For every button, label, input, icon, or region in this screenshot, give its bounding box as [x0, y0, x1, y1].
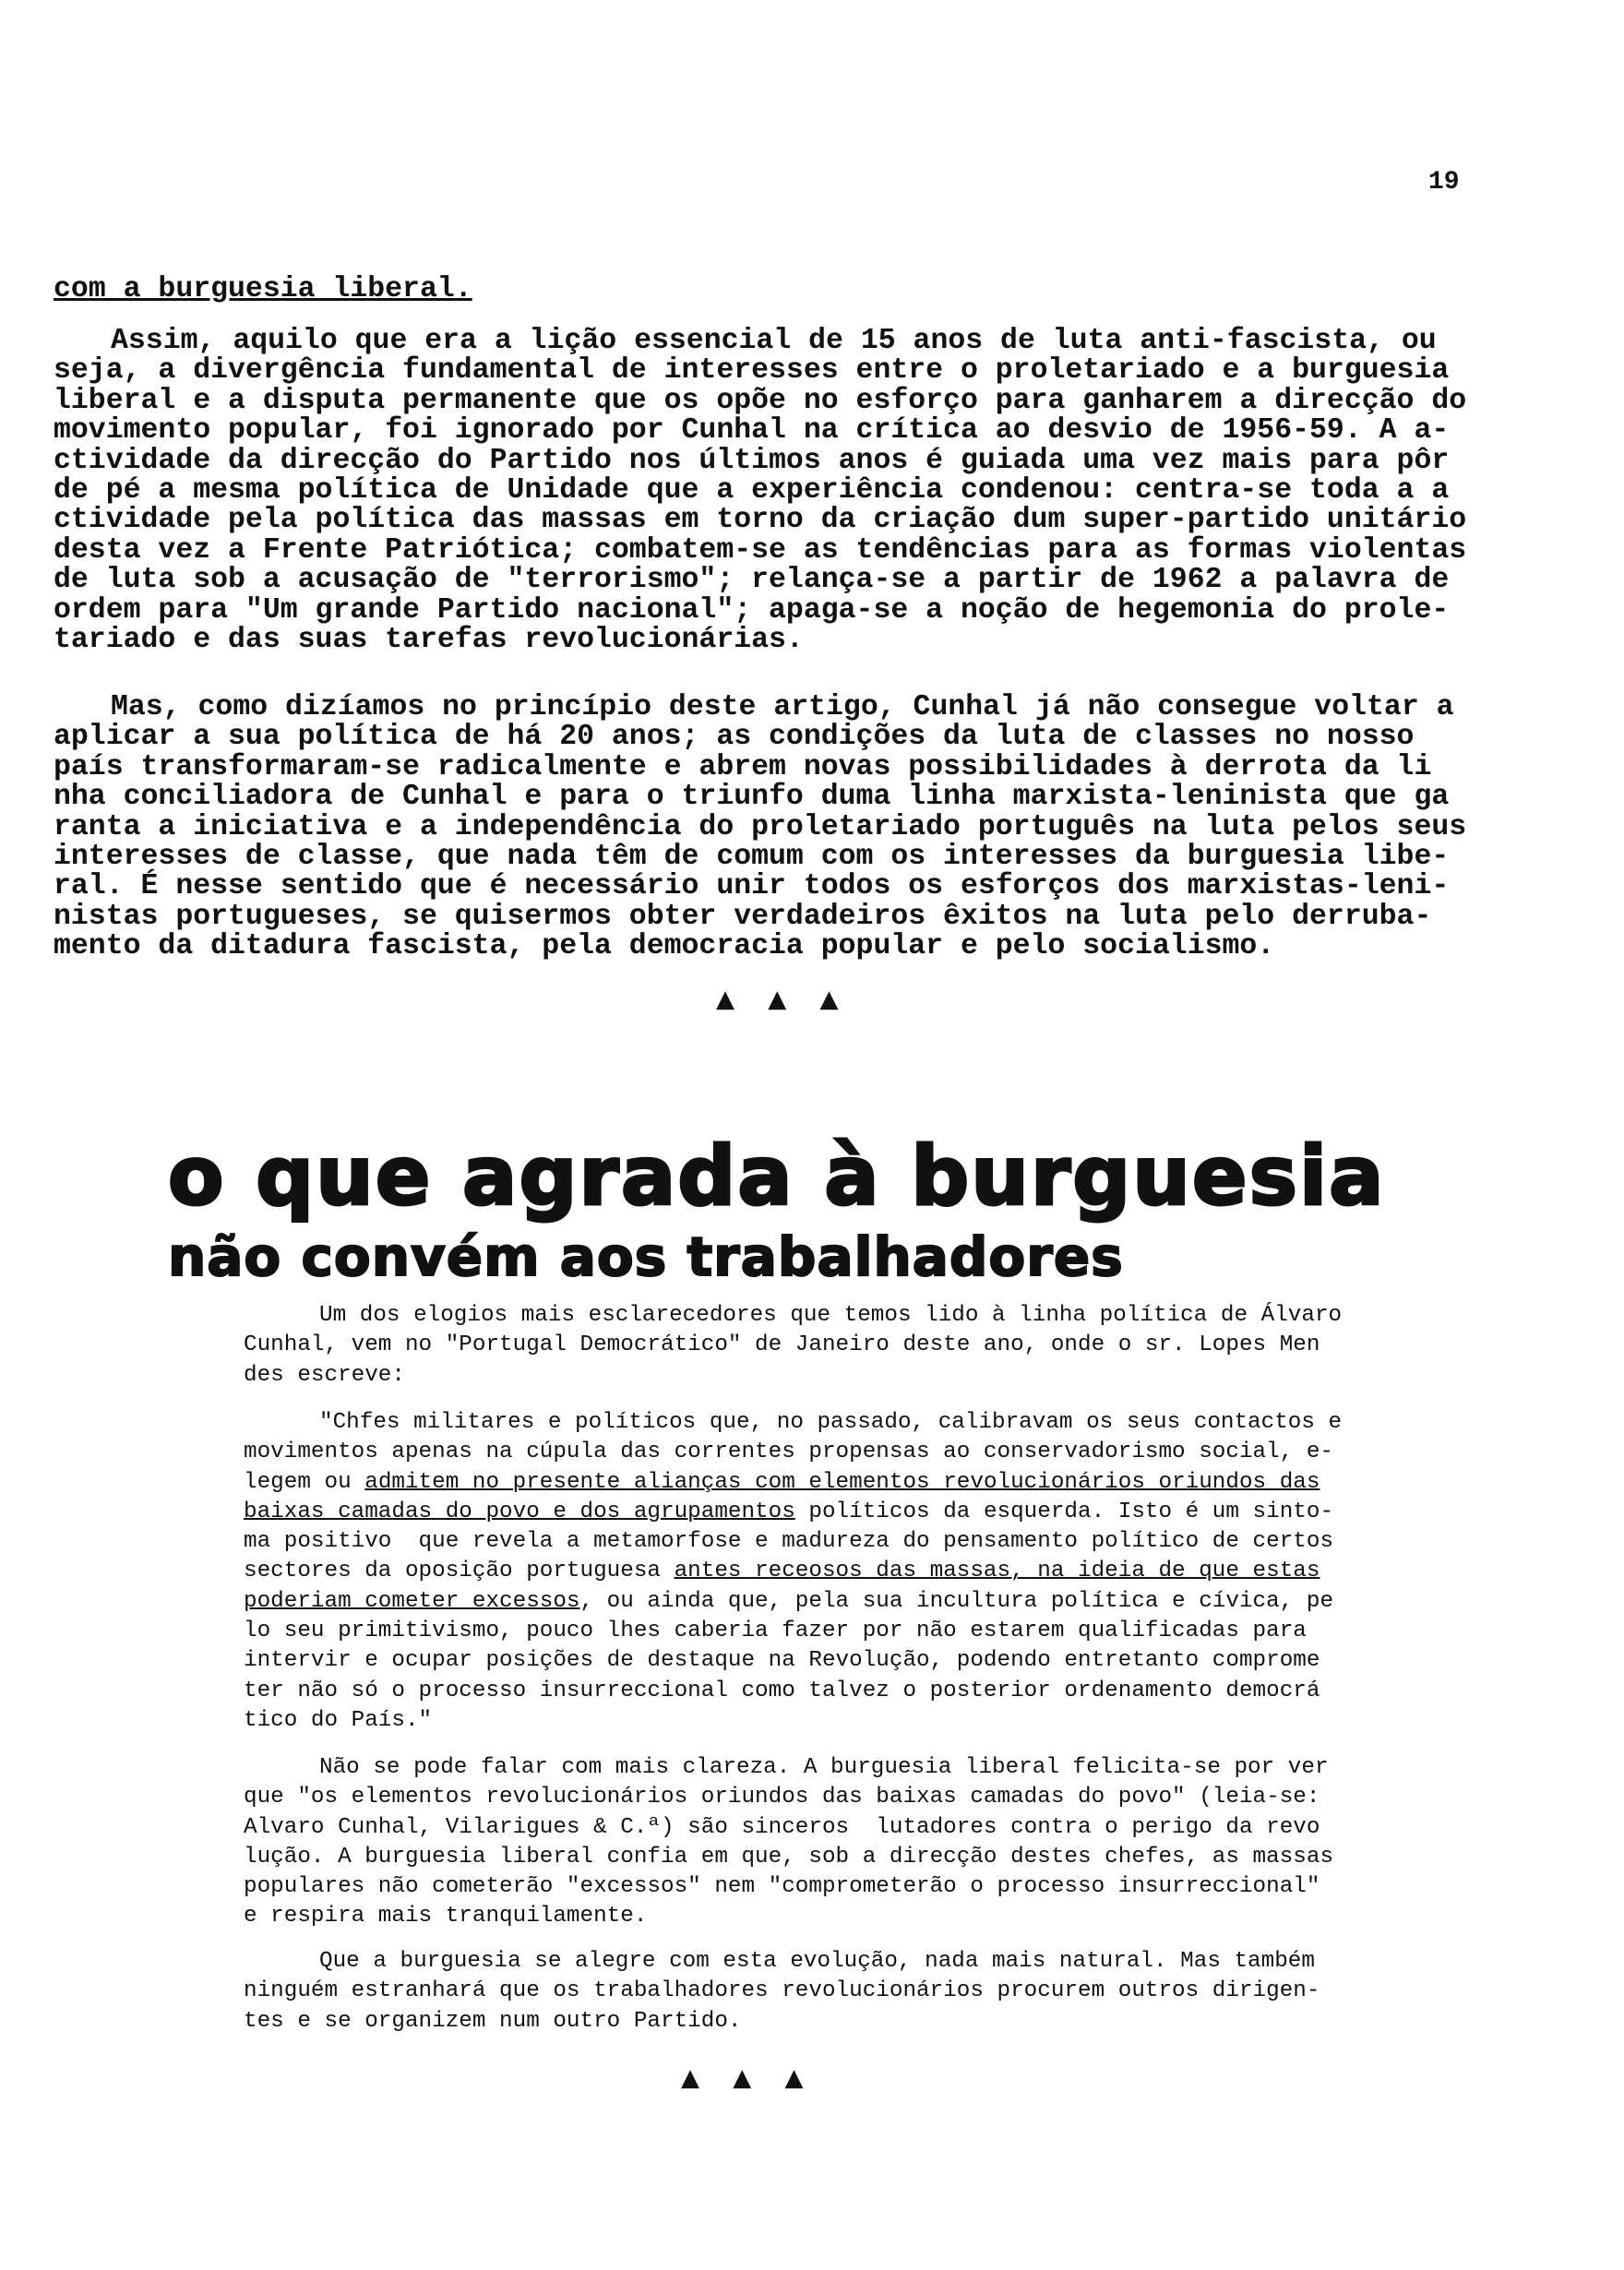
- quote-line: [244, 1498, 1342, 1527]
- text-line: Que a burguesia se alegre com esta evolução, nada mais natural. Mas também: [319, 1949, 1315, 1974]
- text-line: desta vez a Frente Patriótica; combatem-se as tendências para as formas violentas: [54, 533, 1467, 567]
- page-number: 19: [1428, 168, 1460, 197]
- text-line: tariado e das suas tarefas revolucionárias.: [54, 624, 804, 657]
- text-line: e respira mais tranquilamente.: [244, 1904, 648, 1930]
- text-line: ctividade pela política das massas em torno da criação dum super-partido unitário: [54, 504, 1467, 537]
- intro-paragraph: [244, 1301, 1342, 1391]
- quote-line: [244, 1468, 1342, 1498]
- quote-line: [244, 1438, 1342, 1467]
- text-line: tes e se organizem num outro Partido.: [244, 2008, 742, 2034]
- text-line: movimento popular, foi ignorado por Cunhal na crítica ao desvio de 1956-59. A a-: [54, 414, 1450, 448]
- text-line: ctividade da direcção do Partido nos últimos anos é guiada uma vez mais para pôr: [54, 444, 1450, 477]
- text-line: de pé a mesma política de Unidade que a experiência condenou: centra-se toda a a: [54, 474, 1450, 508]
- headline-line-1: o que agrada à burguesia: [168, 1129, 1386, 1224]
- quote-text: tico do País.": [244, 1707, 433, 1733]
- paragraph-2: [54, 693, 1466, 962]
- text-line: Não se pode falar com mais clareza. A burguesia liberal felicita-se por ver: [319, 1755, 1329, 1780]
- headline-line-2: não convém aos trabalhadores: [168, 1225, 1124, 1288]
- text-line: ranta a iniciativa e a independência do proletariado português na luta pelos seus: [54, 810, 1467, 843]
- article-continuation: [54, 273, 1493, 963]
- quote-line: [244, 1706, 1342, 1736]
- section-separator-1: ▲ ▲ ▲: [716, 986, 852, 1013]
- text-line: país transformaram-se radicalmente e abrem novas possibilidades à derrota da li: [54, 750, 1432, 783]
- paragraph-3: [244, 1947, 1320, 2037]
- text-line: Assim, aquilo que era a lição essencial de 15 anos de luta anti-fascista, ou: [111, 325, 1437, 357]
- text-line: seja, a divergência fundamental de interesses entre o proletariado e a burguesia: [54, 354, 1450, 388]
- quote-paragraph: [244, 1408, 1342, 1736]
- quote-line: [244, 1677, 1342, 1706]
- quote-line: [244, 1408, 1342, 1438]
- section-separator-2: ▲ ▲ ▲: [681, 2064, 817, 2092]
- lead-line: com a burguesia liberal.: [54, 273, 472, 305]
- quote-text: sectores da oposição portuguesa: [244, 1559, 675, 1584]
- underlined-text: poderiam cometer excessos: [244, 1588, 580, 1614]
- quote-line: [244, 1617, 1342, 1646]
- text-line: de luta sob a acusação de "terrorismo"; relança-se a partir de 1962 a palavra de: [54, 564, 1450, 597]
- text-line: interesses de classe, que nada têm de comum com os interesses da burguesia libe-: [54, 841, 1450, 874]
- text-line: Mas, como dizíamos no princípio deste artigo, Cunhal já não consegue voltar a: [111, 691, 1454, 723]
- text-line: lução. A burguesia liberal confia em que, sob a direcção destes chefes, as massas: [244, 1844, 1334, 1870]
- underlined-text: baixas camadas do povo e dos agrupamentos: [244, 1499, 795, 1524]
- text-line: Um dos elogios mais esclarecedores que temos lido à linha política de Álvaro: [319, 1303, 1343, 1328]
- quote-line: [244, 1646, 1342, 1676]
- article-headline: [168, 1130, 1386, 1289]
- quote-text: legem ou: [244, 1469, 365, 1495]
- quote-line: [244, 1527, 1342, 1557]
- quote-text: ter não só o processo insurreccional como talvez o posterior ordenamento democrá: [244, 1678, 1320, 1703]
- text-line: liberal e a disputa permanente que os opõe no esforço para ganharem a direcção do: [54, 384, 1467, 417]
- underlined-text: antes receosos das massas, na ideia de que estas: [674, 1559, 1320, 1584]
- paragraph-1: [54, 327, 1466, 655]
- quote-line: [244, 1587, 1342, 1617]
- text-line: ninguém estranhará que os trabalhadores revolucionários procurem outros dirigen-: [244, 1978, 1320, 2004]
- text-line: que "os elementos revolucionários oriundos das baixas camadas do povo" (leia-se:: [244, 1785, 1320, 1810]
- text-line: nha conciliadora de Cunhal e para o triunfo duma linha marxista-leninista que ga: [54, 781, 1450, 814]
- quote-text: intervir e ocupar posições de destaque na Revolução, podendo entretanto comprome: [244, 1648, 1320, 1674]
- quote-text: ma positivo que revela a metamorfose e madureza do pensamento político de certos: [244, 1529, 1334, 1555]
- quote-text: movimentos apenas na cúpula das correntes propensas ao conservadorismo social, e-: [244, 1440, 1334, 1465]
- underlined-text: admitem no presente alianças com elementos revolucionários oriundos das: [364, 1469, 1320, 1495]
- quote-text: lo seu primitivismo, pouco lhes caberia fazer por não estarem qualificadas para: [244, 1619, 1307, 1644]
- quote-line: [244, 1557, 1342, 1586]
- text-line: Cunhal, vem no "Portugal Democrático" de Janeiro deste ano, onde o sr. Lopes Men: [244, 1332, 1320, 1358]
- text-line: Alvaro Cunhal, Vilarigues & C.ª) são sinceros lutadores contra o perigo da revo: [244, 1814, 1320, 1840]
- text-line: ordem para "Um grande Partido nacional"; apaga-se a noção de hegemonia do prole-: [54, 593, 1450, 627]
- text-line: aplicar a sua política de há 20 anos; as condições da luta de classes no nosso: [54, 721, 1415, 754]
- text-line: des escreve:: [244, 1362, 405, 1388]
- text-line: ral. É nesse sentido que é necessário unir todos os esforços dos marxistas-leni-: [54, 870, 1450, 903]
- quote-text: , ou ainda que, pela sua incultura política e cívica, pe: [579, 1588, 1334, 1614]
- paragraph-2: [244, 1753, 1333, 1932]
- text-line: mento da ditadura fascista, pela democracia popular e pelo socialismo.: [54, 930, 1275, 963]
- text-line: nistas portugueses, se quisermos obter verdadeiros êxitos na luta pelo derruba-: [54, 900, 1432, 933]
- quote-text: políticos da esquerda. Isto é um sinto-: [794, 1499, 1334, 1524]
- quote-text: "Chfes militares e políticos que, no passado, calibravam os seus contactos e: [319, 1410, 1343, 1435]
- text-line: populares não cometerão "excessos" nem "comprometerão o processo insurreccional": [244, 1874, 1320, 1900]
